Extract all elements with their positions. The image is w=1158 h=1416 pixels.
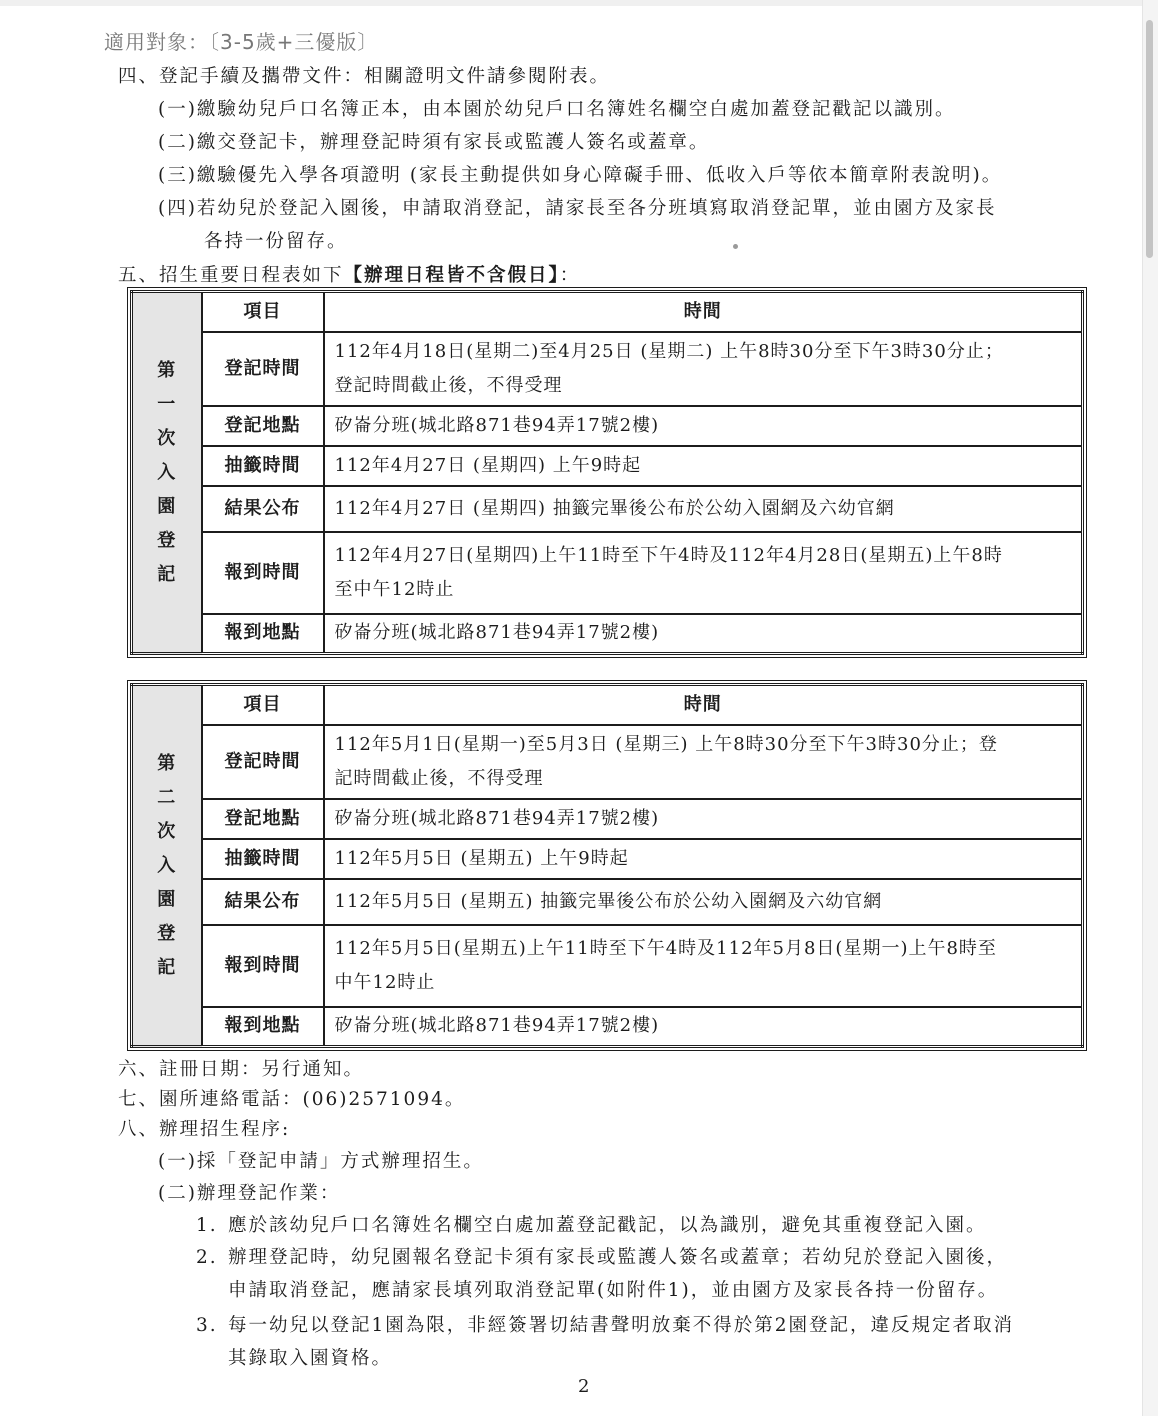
row-time-value: 112年5月1日(星期一)至5月3日 (星期三) 上午8時30分至下午3時30分止；登 記時間截止後，不得受理 (324, 725, 1083, 799)
schedule-table-second-round (130, 683, 1084, 1048)
section8-point-text: 辦理登記時，幼兒園報名登記卡須有家長或監護人簽名或蓋章；若幼兒於登記入園後， (228, 1247, 1008, 1268)
row-time-value: 112年4月27日(星期四)上午11時至下午4時及112年4月28日(星期五)上午8時 至中午12時止 (324, 532, 1083, 614)
first-round-label: 第 一 次 入 園 登 記 (132, 292, 202, 654)
column-header-item: 項目 (202, 685, 324, 725)
row-item-label: 登記時間 (202, 725, 324, 799)
section5-title-note: 【辦理日程皆不含假日】 (343, 265, 560, 286)
table-row (132, 1007, 1083, 1047)
row-time-value: 112年5月5日(星期五)上午11時至下午4時及112年5月8日(星期一)上午8時至 中午12時止 (324, 925, 1083, 1007)
applicable-target-tag: 適用對象：〔3-5歲+三優版〕 (104, 30, 379, 54)
row-time-value: 112年4月27日 (星期四) 上午9時起 (324, 446, 1083, 486)
table-row (132, 532, 1083, 614)
row-time-value: 矽崙分班(城北路871巷94弄17號2樓) (324, 406, 1083, 446)
section8-point-text: 申請取消登記，應請家長填列取消登記單(如附件1)，並由園方及家長各持一份留存。 (228, 1280, 999, 1301)
row-item-label: 登記地點 (202, 799, 324, 839)
table-row (132, 486, 1083, 532)
section4-item: (四)若幼兒於登記入園後，申請取消登記，請家長至各分班填寫取消登記單，並由園方及家長 (158, 198, 997, 219)
section5-title (118, 263, 580, 289)
section7-contact-phone: 七、園所連絡電話：(06)2571094。 (118, 1089, 466, 1110)
page-number: 2 (578, 1376, 590, 1397)
schedule-table-first-round (130, 290, 1084, 655)
section8-point-number: 2. (196, 1247, 218, 1268)
section8-point-text: 其錄取入園資格。 (228, 1348, 393, 1369)
page-top-edge (0, 0, 1158, 6)
row-item-label: 登記時間 (202, 332, 324, 406)
section8-point-text: 應於該幼兒戶口名簿姓名欄空白處加蓋登記戳記，以為識別，避免其重複登記入園。 (228, 1215, 987, 1236)
column-header-time: 時間 (324, 685, 1083, 725)
row-time-value: 112年4月18日(星期二)至4月25日 (星期二) 上午8時30分至下午3時30分止； 登記時間截止後，不得受理 (324, 332, 1083, 406)
table-row (132, 614, 1083, 654)
row-time-value: 矽崙分班(城北路871巷94弄17號2樓) (324, 614, 1083, 654)
table-row (132, 839, 1083, 879)
row-time-value: 112年4月27日 (星期四) 抽籤完畢後公布於公幼入園網及六幼官網 (324, 486, 1083, 532)
row-item-label: 抽籤時間 (202, 446, 324, 486)
column-header-time: 時間 (324, 292, 1083, 332)
scan-speck (733, 244, 738, 249)
section4-item: (一)繳驗幼兒戶口名簿正本，由本園於幼兒戶口名簿姓名欄空白處加蓋登記戳記以識別。 (158, 99, 956, 120)
section8-point-number: 3. (196, 1315, 218, 1336)
row-item-label: 結果公布 (202, 486, 324, 532)
section4-item: (三)繳驗優先入學各項證明 (家長主動提供如身心障礙手冊、低收入戶等依本簡章附表說明)。 (158, 165, 1003, 186)
second-round-label: 第 二 次 入 園 登 記 (132, 685, 202, 1047)
section4-item-continued: 各持一份留存。 (204, 231, 348, 252)
table-row (132, 446, 1083, 486)
table-row (132, 406, 1083, 446)
table-row (132, 725, 1083, 799)
scrollbar-thumb[interactable] (1146, 20, 1153, 258)
table-row (132, 332, 1083, 406)
section8-sub2: (二)辦理登記作業： (158, 1183, 341, 1204)
section4-title: 四、登記手續及攜帶文件：相關證明文件請參閱附表。 (118, 66, 611, 87)
row-time-value: 112年5月5日 (星期五) 上午9時起 (324, 839, 1083, 879)
section6-registration-date: 六、註冊日期：另行通知。 (118, 1059, 365, 1080)
row-time-value: 矽崙分班(城北路871巷94弄17號2樓) (324, 799, 1083, 839)
section8-point-text: 每一幼兒以登記1園為限，非經簽署切結書聲明放棄不得於第2園登記，違反規定者取消 (228, 1315, 1015, 1336)
table-row (132, 799, 1083, 839)
row-item-label: 報到時間 (202, 925, 324, 1007)
section5-title-colon: ： (559, 265, 581, 286)
row-item-label: 結果公布 (202, 879, 324, 925)
row-item-label: 報到地點 (202, 614, 324, 654)
row-time-value: 112年5月5日 (星期五) 抽籤完畢後公布於公幼入園網及六幼官網 (324, 879, 1083, 925)
table-row (132, 879, 1083, 925)
section8-title: 八、辦理招生程序: (118, 1119, 291, 1140)
row-item-label: 報到地點 (202, 1007, 324, 1047)
section5-title-text: 五、招生重要日程表如下 (118, 265, 344, 286)
table-row (132, 925, 1083, 1007)
row-item-label: 抽籤時間 (202, 839, 324, 879)
row-item-label: 報到時間 (202, 532, 324, 614)
row-time-value: 矽崙分班(城北路871巷94弄17號2樓) (324, 1007, 1083, 1047)
section8-point-number: 1. (196, 1215, 218, 1236)
section4-item: (二)繳交登記卡，辦理登記時須有家長或監護人簽名或蓋章。 (158, 132, 710, 153)
column-header-item: 項目 (202, 292, 324, 332)
section8-sub1: (一)採「登記申請」方式辦理招生。 (158, 1151, 484, 1172)
row-item-label: 登記地點 (202, 406, 324, 446)
